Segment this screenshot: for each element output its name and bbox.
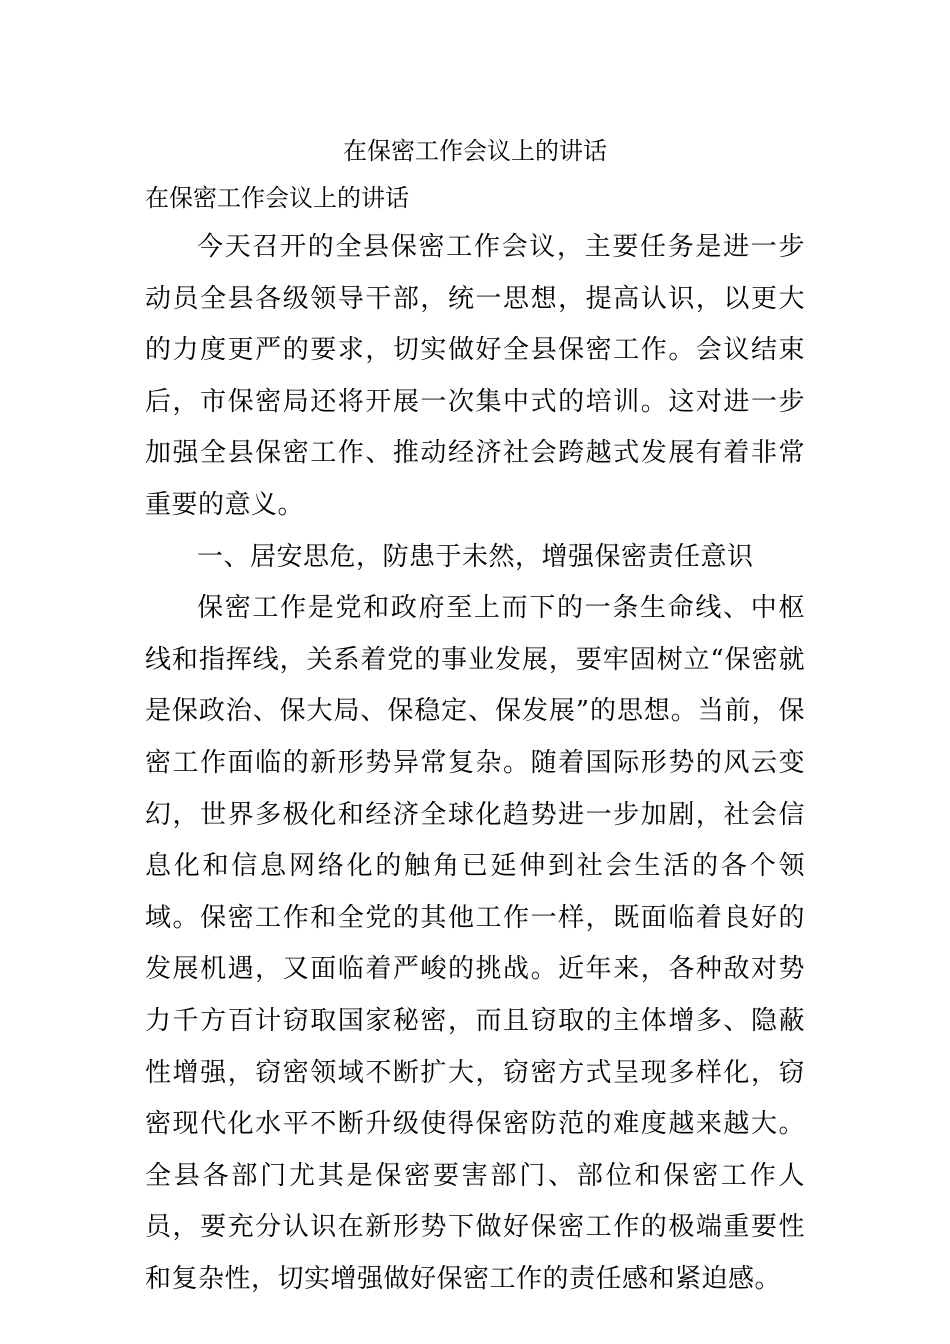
document-title: 在保密工作会议上的讲话 <box>343 137 607 165</box>
document-subtitle: 在保密工作会议上的讲话 <box>145 184 409 212</box>
section-heading: 一、居安思危，防患于未然，增强保密责任意识 <box>197 541 754 572</box>
section-paragraph: 保密工作是党和政府至上而下的一条生命线、中枢线和指挥线，关系着党的事业发展，要牢固树立“保密就是保政治、保大局、保稳定、保发展”的思想。当前，保密工作面临的新形势异常复杂。随着国际形势的风云变幻，世界多极化和经济全球化趋势进一步加剧，社会信息化和信息网络化的触角已延伸到社会生活的各个领域。保密工作和全党的其他工作一样，既面临着良好的发展机遇，又面临着严峻的挑战。近年来，各种敌对势力千方百计窃取国家秘密，而且窃取的主体增多、隐蔽性增强，窃密领域不断扩大，窃密方式呈现多样化，窃密现代化水平不断升级使得保密防范的难度越来越大。全县各部门尤其是保密要害部门、部位和保密工作人员，要充分认识在新形势下做好保密工作的极端重要性和复杂性，切实增强做好保密工作的责任感和紧迫感。 <box>145 593 805 1294</box>
intro-paragraph: 今天召开的全县保密工作会议，主要任务是进一步动员全县各级领导干部，统一思想，提高认识，以更大的力度更严的要求，切实做好全县保密工作。会议结束后，市保密局还将开展一次集中式的培训。这对进一步加强全县保密工作、推动经济社会跨越式发展有着非常重要的意义。 <box>145 232 805 520</box>
document-body <box>145 128 805 1305</box>
